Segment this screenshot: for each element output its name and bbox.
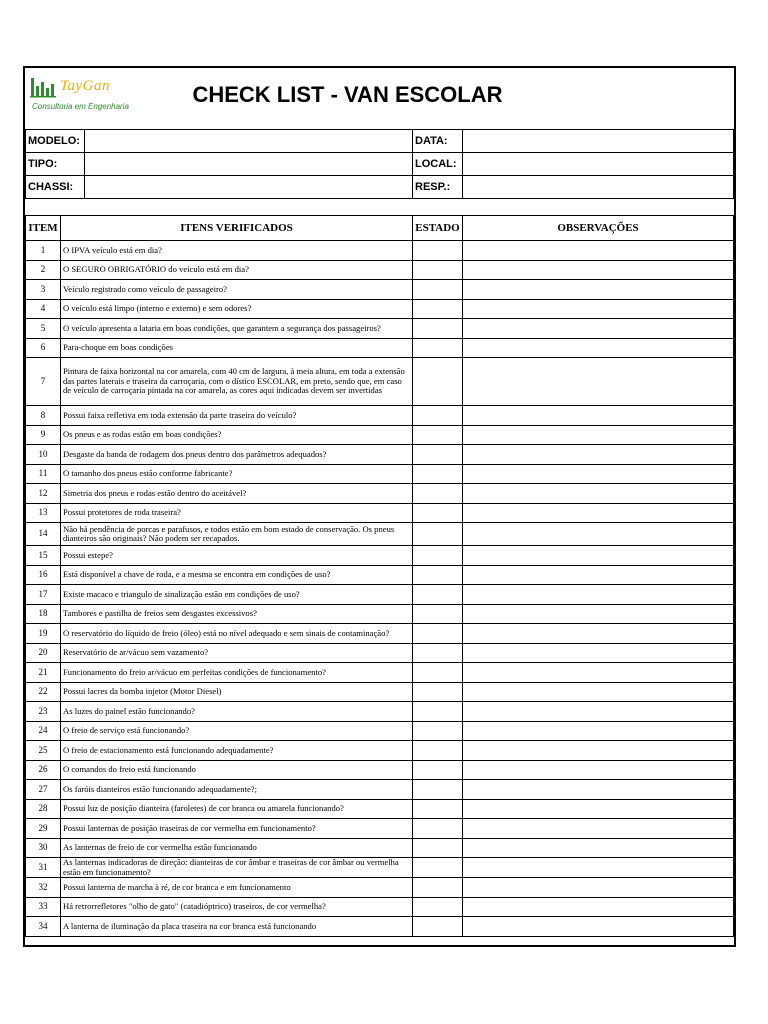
estado-cell[interactable] bbox=[413, 643, 463, 663]
estado-cell[interactable] bbox=[413, 917, 463, 937]
item-description: O veículo está limpo (interno e externo) e sem odores? bbox=[61, 299, 413, 319]
item-number: 13 bbox=[26, 503, 61, 523]
item-description: Funcionamento do freio ar/vácuo em perfeitas condições de funcionamento? bbox=[61, 663, 413, 683]
item-number: 27 bbox=[26, 780, 61, 800]
item-number: 10 bbox=[26, 445, 61, 465]
table-row bbox=[26, 406, 734, 426]
observacoes-cell[interactable] bbox=[463, 897, 734, 917]
observacoes-cell[interactable] bbox=[463, 760, 734, 780]
item-number: 7 bbox=[26, 358, 61, 406]
estado-cell[interactable] bbox=[413, 338, 463, 358]
logo-brand: TayGan bbox=[60, 78, 110, 94]
table-row bbox=[26, 897, 734, 917]
table-row bbox=[26, 260, 734, 280]
observacoes-cell[interactable] bbox=[463, 878, 734, 898]
observacoes-cell[interactable] bbox=[463, 358, 734, 406]
item-number: 22 bbox=[26, 682, 61, 702]
item-description: O freio de serviço está funcionando? bbox=[61, 721, 413, 741]
item-description: O comandos do freio está funcionando bbox=[61, 760, 413, 780]
estado-cell[interactable] bbox=[413, 682, 463, 702]
item-number: 21 bbox=[26, 663, 61, 683]
observacoes-cell[interactable] bbox=[463, 663, 734, 683]
table-row bbox=[26, 425, 734, 445]
item-description: Há retrorrefletores "olho de gato" (catadióptrico) traseiros, de cor vermelha? bbox=[61, 897, 413, 917]
observacoes-cell[interactable] bbox=[463, 523, 734, 546]
table-row bbox=[26, 702, 734, 722]
estado-cell[interactable] bbox=[413, 280, 463, 300]
observacoes-cell[interactable] bbox=[463, 406, 734, 426]
item-number: 18 bbox=[26, 604, 61, 624]
item-number: 14 bbox=[26, 523, 61, 546]
estado-cell[interactable] bbox=[413, 878, 463, 898]
col-obs-header: OBSERVAÇÕES bbox=[463, 216, 734, 241]
observacoes-cell[interactable] bbox=[463, 624, 734, 644]
estado-cell[interactable] bbox=[413, 838, 463, 858]
item-description: Existe macaco e triangulo de sinalização estão em condições de uso? bbox=[61, 585, 413, 605]
col-item-header: ITEM bbox=[26, 216, 61, 241]
table-row bbox=[26, 917, 734, 937]
tipo-field[interactable] bbox=[85, 153, 413, 176]
table-row bbox=[26, 565, 734, 585]
item-number: 1 bbox=[26, 241, 61, 261]
table-row bbox=[26, 819, 734, 839]
item-description: Possui lanterna de marcha à ré, de cor branca e em funcionamento bbox=[61, 878, 413, 898]
estado-cell[interactable] bbox=[413, 484, 463, 504]
resp-field[interactable] bbox=[463, 176, 734, 199]
table-row bbox=[26, 663, 734, 683]
item-description: O IPVA veículo está em dia? bbox=[61, 241, 413, 261]
item-description: O freio de estacionamento está funcionando adequadamente? bbox=[61, 741, 413, 761]
estado-cell[interactable] bbox=[413, 741, 463, 761]
table-row bbox=[26, 624, 734, 644]
item-description: As luzes do painel estão funcionando? bbox=[61, 702, 413, 722]
table-row bbox=[26, 838, 734, 858]
estado-cell[interactable] bbox=[413, 624, 463, 644]
estado-cell[interactable] bbox=[413, 663, 463, 683]
estado-cell[interactable] bbox=[413, 721, 463, 741]
estado-cell[interactable] bbox=[413, 260, 463, 280]
item-description: Tambores e pastilha de freios sem desgastes excessivos? bbox=[61, 604, 413, 624]
col-estado-header: ESTADO bbox=[413, 216, 463, 241]
table-row bbox=[26, 721, 734, 741]
observacoes-cell[interactable] bbox=[463, 604, 734, 624]
estado-cell[interactable] bbox=[413, 546, 463, 566]
item-description: O reservatório do líquido de freio (óleo) está no nível adequado e sem sinais de contaminação? bbox=[61, 624, 413, 644]
item-number: 25 bbox=[26, 741, 61, 761]
item-number: 31 bbox=[26, 858, 61, 878]
item-number: 34 bbox=[26, 917, 61, 937]
modelo-label: MODELO: bbox=[26, 130, 85, 153]
estado-cell[interactable] bbox=[413, 858, 463, 878]
table-row bbox=[26, 878, 734, 898]
item-number: 11 bbox=[26, 464, 61, 484]
item-description: O veículo apresenta a lataria em boas condições, que garantem a segurança dos passageiros? bbox=[61, 319, 413, 339]
item-description: Desgaste da banda de rodagem dos pneus dentro dos parâmetros adequados? bbox=[61, 445, 413, 465]
table-row bbox=[26, 546, 734, 566]
table-row bbox=[26, 338, 734, 358]
estado-cell[interactable] bbox=[413, 425, 463, 445]
table-row bbox=[26, 643, 734, 663]
table-row bbox=[26, 484, 734, 504]
table-row bbox=[26, 858, 734, 878]
item-description: Não há pendência de porcas e parafusos, e todos estão em bom estado de conservação. Os pneus dianteiros são originais? Não podem ser recapados. bbox=[61, 523, 413, 546]
observacoes-cell[interactable] bbox=[463, 838, 734, 858]
table-row bbox=[26, 604, 734, 624]
chassi-label: CHASSI: bbox=[26, 176, 85, 199]
table-row bbox=[26, 503, 734, 523]
estado-cell[interactable] bbox=[413, 799, 463, 819]
vehicle-info-table bbox=[25, 129, 734, 199]
table-row bbox=[26, 280, 734, 300]
item-description: As lanternas de freio de cor vermelha estão funcionando bbox=[61, 838, 413, 858]
data-field[interactable] bbox=[463, 130, 734, 153]
table-row bbox=[26, 780, 734, 800]
estado-cell[interactable] bbox=[413, 358, 463, 406]
data-label: DATA: bbox=[413, 130, 463, 153]
item-number: 17 bbox=[26, 585, 61, 605]
estado-cell[interactable] bbox=[413, 406, 463, 426]
estado-cell[interactable] bbox=[413, 702, 463, 722]
checklist-header-row bbox=[26, 216, 734, 241]
estado-cell[interactable] bbox=[413, 604, 463, 624]
table-row bbox=[26, 319, 734, 339]
item-description: A lanterna de iluminação da placa traseira na cor branca está funcionando bbox=[61, 917, 413, 937]
estado-cell[interactable] bbox=[413, 299, 463, 319]
item-number: 26 bbox=[26, 760, 61, 780]
checklist-sheet bbox=[23, 66, 736, 947]
item-number: 12 bbox=[26, 484, 61, 504]
item-description: Simetria dos pneus e rodas estão dentro do aceitável? bbox=[61, 484, 413, 504]
item-number: 9 bbox=[26, 425, 61, 445]
estado-cell[interactable] bbox=[413, 760, 463, 780]
observacoes-cell[interactable] bbox=[463, 546, 734, 566]
estado-cell[interactable] bbox=[413, 585, 463, 605]
item-number: 2 bbox=[26, 260, 61, 280]
item-description: Possui lanternas de posição traseiras de cor vermelha em funcionamento? bbox=[61, 819, 413, 839]
observacoes-cell[interactable] bbox=[463, 319, 734, 339]
observacoes-cell[interactable] bbox=[463, 741, 734, 761]
table-row bbox=[26, 358, 734, 406]
observacoes-cell[interactable] bbox=[463, 241, 734, 261]
table-row bbox=[26, 241, 734, 261]
item-number: 16 bbox=[26, 565, 61, 585]
item-description: Veículo registrado como veículo de passageiro? bbox=[61, 280, 413, 300]
item-description: Possui lacres da bomba injetor (Motor Diesel) bbox=[61, 682, 413, 702]
item-description: As lanternas indicadoras de direção: dianteiras de cor âmbar e traseiras de cor âmbar ou vermelha estão em funcionamento? bbox=[61, 858, 413, 878]
observacoes-cell[interactable] bbox=[463, 643, 734, 663]
observacoes-cell[interactable] bbox=[463, 721, 734, 741]
observacoes-cell[interactable] bbox=[463, 780, 734, 800]
col-items-header: ITENS VERIFICADOS bbox=[61, 216, 413, 241]
modelo-field[interactable] bbox=[85, 130, 413, 153]
observacoes-cell[interactable] bbox=[463, 565, 734, 585]
observacoes-cell[interactable] bbox=[463, 682, 734, 702]
table-row bbox=[26, 445, 734, 465]
item-number: 23 bbox=[26, 702, 61, 722]
observacoes-cell[interactable] bbox=[463, 917, 734, 937]
estado-cell[interactable] bbox=[413, 464, 463, 484]
checklist-body bbox=[26, 241, 734, 937]
table-row bbox=[26, 799, 734, 819]
document-header bbox=[25, 68, 734, 130]
item-number: 28 bbox=[26, 799, 61, 819]
estado-cell[interactable] bbox=[413, 445, 463, 465]
item-number: 30 bbox=[26, 838, 61, 858]
observacoes-cell[interactable] bbox=[463, 858, 734, 878]
item-description: O tamanho dos pneus estão conforme fabricante? bbox=[61, 464, 413, 484]
tipo-label: TIPO: bbox=[26, 153, 85, 176]
item-number: 8 bbox=[26, 406, 61, 426]
table-row bbox=[26, 585, 734, 605]
estado-cell[interactable] bbox=[413, 565, 463, 585]
observacoes-cell[interactable] bbox=[463, 445, 734, 465]
table-row bbox=[26, 682, 734, 702]
item-description: Possui protetores de roda traseira? bbox=[61, 503, 413, 523]
observacoes-cell[interactable] bbox=[463, 299, 734, 319]
item-description: Para-choque em boas condições bbox=[61, 338, 413, 358]
chassi-field[interactable] bbox=[85, 176, 413, 199]
item-number: 33 bbox=[26, 897, 61, 917]
item-number: 5 bbox=[26, 319, 61, 339]
estado-cell[interactable] bbox=[413, 897, 463, 917]
item-number: 20 bbox=[26, 643, 61, 663]
item-description: Está disponível a chave de roda, e a mesma se encontra em condições de uso? bbox=[61, 565, 413, 585]
table-row bbox=[26, 760, 734, 780]
table-row bbox=[26, 464, 734, 484]
observacoes-cell[interactable] bbox=[463, 503, 734, 523]
page-title-text: CHECK LIST - VAN ESCOLAR bbox=[192, 82, 503, 107]
item-number: 24 bbox=[26, 721, 61, 741]
observacoes-cell[interactable] bbox=[463, 484, 734, 504]
item-number: 19 bbox=[26, 624, 61, 644]
item-description: O SEGURO OBRIGATÓRIO do veículo está em dia? bbox=[61, 260, 413, 280]
observacoes-cell[interactable] bbox=[463, 260, 734, 280]
local-label: LOCAL: bbox=[413, 153, 463, 176]
observacoes-cell[interactable] bbox=[463, 702, 734, 722]
observacoes-cell[interactable] bbox=[463, 338, 734, 358]
estado-cell[interactable] bbox=[413, 503, 463, 523]
item-number: 15 bbox=[26, 546, 61, 566]
item-number: 32 bbox=[26, 878, 61, 898]
estado-cell[interactable] bbox=[413, 780, 463, 800]
observacoes-cell[interactable] bbox=[463, 799, 734, 819]
item-description: Os faróis dianteiros estão funcionando adequadamente?; bbox=[61, 780, 413, 800]
item-description: Possui luz de posição dianteira (faroletes) de cor branca ou amarela funcionando? bbox=[61, 799, 413, 819]
table-row bbox=[26, 741, 734, 761]
item-number: 29 bbox=[26, 819, 61, 839]
item-description: Reservatório de ar/vácuo sem vazamento? bbox=[61, 643, 413, 663]
item-description: Os pneus e as rodas estão em boas condições? bbox=[61, 425, 413, 445]
item-description: Possui faixa refletiva em toda extensão da parte traseira do veículo? bbox=[61, 406, 413, 426]
item-description: Possui estepe? bbox=[61, 546, 413, 566]
item-number: 4 bbox=[26, 299, 61, 319]
estado-cell[interactable] bbox=[413, 523, 463, 546]
logo-tagline: Consultoria em Engenharia bbox=[32, 102, 129, 111]
estado-cell[interactable] bbox=[413, 319, 463, 339]
checklist-table bbox=[25, 215, 734, 937]
estado-cell[interactable] bbox=[413, 241, 463, 261]
resp-label: RESP.: bbox=[413, 176, 463, 199]
local-field[interactable] bbox=[463, 153, 734, 176]
observacoes-cell[interactable] bbox=[463, 585, 734, 605]
item-description: Pintura de faixa horizontal na cor amarela, com 40 cm de largura, à meia altura, em toda a extensão das partes laterais e traseira da carroçaria, com o dístico ESCOLAR, em preto, sendo que, em caso de veículo de carroçaria pintada na cor amarela, as cores aqui indicadas devem ser invertidas bbox=[61, 358, 413, 406]
item-number: 3 bbox=[26, 280, 61, 300]
table-row bbox=[26, 299, 734, 319]
table-row bbox=[26, 523, 734, 546]
item-number: 6 bbox=[26, 338, 61, 358]
observacoes-cell[interactable] bbox=[463, 425, 734, 445]
observacoes-cell[interactable] bbox=[463, 280, 734, 300]
observacoes-cell[interactable] bbox=[463, 464, 734, 484]
observacoes-cell[interactable] bbox=[463, 819, 734, 839]
estado-cell[interactable] bbox=[413, 819, 463, 839]
page-title bbox=[25, 82, 734, 108]
